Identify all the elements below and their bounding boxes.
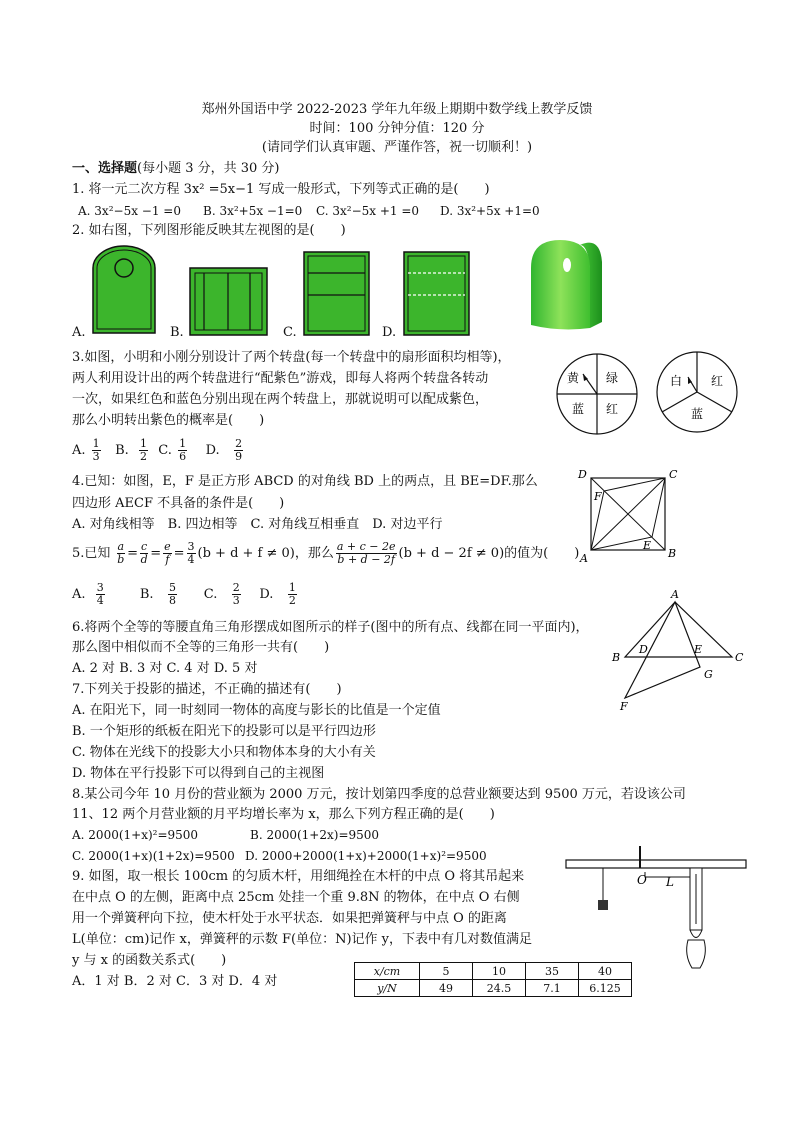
q8-option-b: B. 2000(1+2x)=9500 [250,828,380,842]
q3-option-c-num: 1 [179,437,187,450]
q1-stem: 1. 将一元二次方程 3x² =5x−1 写成一般形式，下列等式正确的是( ) [72,182,490,197]
spinner-1 [557,354,637,434]
q2-label-d: D. [382,325,397,340]
q6-line-2: 那么图中相似而不全等的三角形一共有( ) [72,640,330,655]
q7-option-b: B. 一个矩形的纸板在阳光下的投影可以是平行四边形 [72,724,376,739]
q3-option-b-den: 2 [140,450,148,463]
q5-option-c-den: 3 [232,594,240,607]
q6-label-f: F [620,700,628,713]
q5-options [72,580,299,610]
q5-prefix: 5.已知 [72,546,111,561]
q4-square-figure [577,468,678,565]
q7-option-c: C. 物体在光线下的投影大小只和物体本身的大小有关 [72,745,376,760]
q5-expression-fraction: $\frac{a + c - 2e}{b + d - 2f}$ [336,540,396,566]
spinner1-red: 红 [606,402,619,416]
q4-label-e: E [643,539,652,552]
q5-option-a-num: 3 [96,581,104,594]
table-cell: 7.1 [526,980,579,997]
q5-frac-cd: $\frac{c}{d}$ [140,540,148,566]
q4-line-2: 四边形 AECF 不具备的条件是( ) [72,496,285,511]
q3-option-c-den: 6 [179,450,187,463]
spinner2-white: 白 [670,374,683,388]
q6-label-e: E [694,643,703,656]
q6-triangle-figure [611,588,744,713]
q3-option-d-label: D. [205,443,220,458]
q1-option-b: B. 3x²+5x −1=0 [203,204,303,218]
q2-label-a: A. [72,325,86,340]
q5-option-a-den: 4 [96,594,104,607]
q4-label-d: D [578,468,587,481]
q6-line-1: 6.将两个全等的等腰直角三角形摆成如图所示的样子(图中的所有点、线都在同一平面内)， [72,620,589,635]
q3-option-b-label: B. [115,443,129,458]
q5-suffix: 的值为( ) [504,546,580,561]
q5-stem: 5.已知 $\frac{a}{b}$ = $\frac{c}{d}$ = $\frac{e}{f}$ = $\frac{3}{4}$ (b + d + f ≠ 0)，那么 $\frac{a + c - 2e}{b + d - 2f}$ (b + d − 2f ≠ 0)的值为( ) [72,540,580,566]
q9-label-l: L [666,875,674,889]
q7-option-d: D. 物体在平行投影下可以得到自己的主视图 [72,766,325,781]
q3-option-c-label: C. [158,443,172,458]
q3-option-a-num: 1 [92,437,100,450]
spinner2-blue: 蓝 [691,407,704,421]
q4-line-1: 4.已知：如图，E，F 是正方形 ABCD 的对角线 BD 上的两点，且 BE=DF.那么 [72,474,538,489]
q8-line-2: 11、12 两个月营业额的月平均增长率为 x，那么下列方程正确的是( ) [72,807,495,822]
q6-label-b: B [612,651,621,664]
q4-options: A. 对角线相等 B. 四边相等 C. 对角线互相垂直 D. 对边平行 [72,517,443,532]
q5-option-d-den: 2 [288,594,296,607]
q3-line-3: 一次，如果红色和蓝色分别出现在两个转盘上，那就说明可以配成紫色， [72,392,489,407]
q5-frac-ef: $\frac{e}{f}$ [164,540,171,566]
q9-line-2: 在中点 O 的左侧，距离中点 25cm 处挂一个重 9.8N 的物体，在中点 O 右侧 [72,890,520,905]
exam-time: 时间：100 分钟分值：120 分 [309,121,485,136]
q6-options: A. 2 对 B. 3 对 C. 4 对 D. 5 对 [72,661,258,676]
table-row [355,980,632,997]
q4-label-b: B [668,547,677,560]
q5-condition-1: (b + d + f ≠ 0) [197,546,295,561]
q5-option-d-num: 1 [288,581,296,594]
spinner1-green: 绿 [606,371,619,385]
q2-label-b: B. [170,325,184,340]
q3-option-a-label: A. [72,443,86,458]
q5-option-d-label: D. [259,587,274,602]
q5-option-d-fraction [288,582,297,607]
q4-label-f: F [594,490,602,503]
q6-label-a: A [671,588,679,601]
q3-option-b-num: 1 [140,437,148,450]
q8-option-a: A. 2000(1+x)²=9500 [72,828,199,842]
q9-lever-figure [566,846,746,968]
q1-option-a: A. 3x²−5x −1 =0 [78,204,181,218]
q5-option-a-fraction [96,582,105,607]
q8-line-1: 8.某公司今年 10 月份的营业额为 2000 万元，按计划第四季度的总营业额要达到 9500 万元，若设该公司 [72,787,686,802]
q5-condition-2: (b + d − 2f ≠ 0) [398,546,505,561]
q9-line-3: 用一个弹簧秤向下拉，使木杆处于水平状态．如果把弹簧秤与中点 O 的距离 [72,911,507,926]
q1-option-d: D. 3x²+5x +1=0 [440,204,540,218]
q5-option-c-label: C. [203,587,218,602]
q3-line-4: 那么小明转出紫色的概率是( ) [72,413,265,428]
q2-figure-c [304,252,369,335]
table-header-x: x/cm [355,963,420,980]
spinner1-yellow: 黄 [567,371,580,385]
q3-option-a-fraction [92,438,101,463]
table-cell: 35 [526,963,579,980]
q8-option-c: C. 2000(1+x)(1+2x)=9500 [72,849,235,863]
q9-label-o: O [637,873,647,887]
q5-option-b-label: B. [139,587,154,602]
q2-figure-a [93,246,155,333]
q5-option-a-label: A. [72,587,86,602]
spinner1-blue: 蓝 [572,402,585,416]
q5-option-b-fraction [168,582,177,607]
q9-options: A．1 对 B．2 对 C．3 对 D．4 对 [72,974,278,989]
q2-3d-object [531,240,602,329]
q3-line-1: 3.如图，小明和小刚分别设计了两个转盘(每一个转盘中的扇形面积均相等)， [72,350,511,365]
q5-option-b-den: 8 [168,594,176,607]
spinner-2 [657,352,737,432]
q7-option-a: A. 在阳光下，同一时刻同一物体的高度与影长的比值是一个定值 [72,703,441,718]
q4-label-a: A [580,552,588,565]
table-cell: 5 [420,963,473,980]
table-cell: 49 [420,980,473,997]
section-note: (每小题 3 分，共 30 分) [137,161,280,176]
q3-option-d-fraction [234,438,243,463]
q2-figure-d [404,252,469,335]
q5-mid: ，那么 [294,546,334,561]
q5-option-b-num: 5 [168,581,176,594]
q3-option-a-den: 3 [92,450,100,463]
q3-option-c-fraction [178,438,187,463]
table-row [355,963,632,980]
q3-option-d-num: 2 [235,437,243,450]
table-header-y: y/N [355,980,420,997]
table-cell: 6.125 [579,980,632,997]
q2-label-c: C. [283,325,297,340]
q8-option-d: D. 2000+2000(1+x)+2000(1+x)²=9500 [245,849,487,863]
table-cell: 24.5 [473,980,526,997]
q3-option-b-fraction [139,438,148,463]
q9-line-4: L(单位：cm)记作 x，弹簧秤的示数 F(单位：N)记作 y，下表中有几对数值满足 [72,932,532,947]
q2-stem: 2. 如右图，下列图形能反映其左视图的是( ) [72,223,346,238]
q7-stem: 7.下列关于投影的描述，不正确的描述有( ) [72,682,342,697]
q5-option-c-num: 2 [232,581,240,594]
q9-value-table [354,962,632,997]
q5-option-c-fraction [232,582,241,607]
table-cell: 10 [473,963,526,980]
q6-label-g: G [704,668,713,681]
q3-options [72,436,245,466]
q3-option-d-den: 9 [235,450,243,463]
q2-figure-b [190,268,267,335]
spinner2-red: 红 [711,374,724,388]
q5-frac-ab: $\frac{a}{b}$ [117,540,125,566]
q3-line-2: 两人利用设计出的两个转盘进行“配紫色”游戏，即每人将两个转盘各转动 [72,371,489,386]
table-cell: 40 [579,963,632,980]
q9-line-5: y 与 x 的函数关系式( ) [72,953,227,968]
q9-line-1: 9. 如图，取一根长 100cm 的匀质木杆，用细绳拴在木杆的中点 O 将其吊起来 [72,869,525,884]
section-title: 一、选择题 [72,161,138,176]
q4-label-c: C [669,468,678,481]
q6-label-c: C [735,651,744,664]
q6-label-d: D [639,643,648,656]
exam-title: 郑州外国语中学 2022-2023 学年九年级上期期中数学线上教学反馈 [201,102,593,117]
q1-option-c: C. 3x²−5x +1 =0 [316,204,420,218]
exam-motto: (请同学们认真审题、严谨作答，祝一切顺利！) [261,140,533,155]
q5-frac-34: $\frac{3}{4}$ [187,540,195,566]
